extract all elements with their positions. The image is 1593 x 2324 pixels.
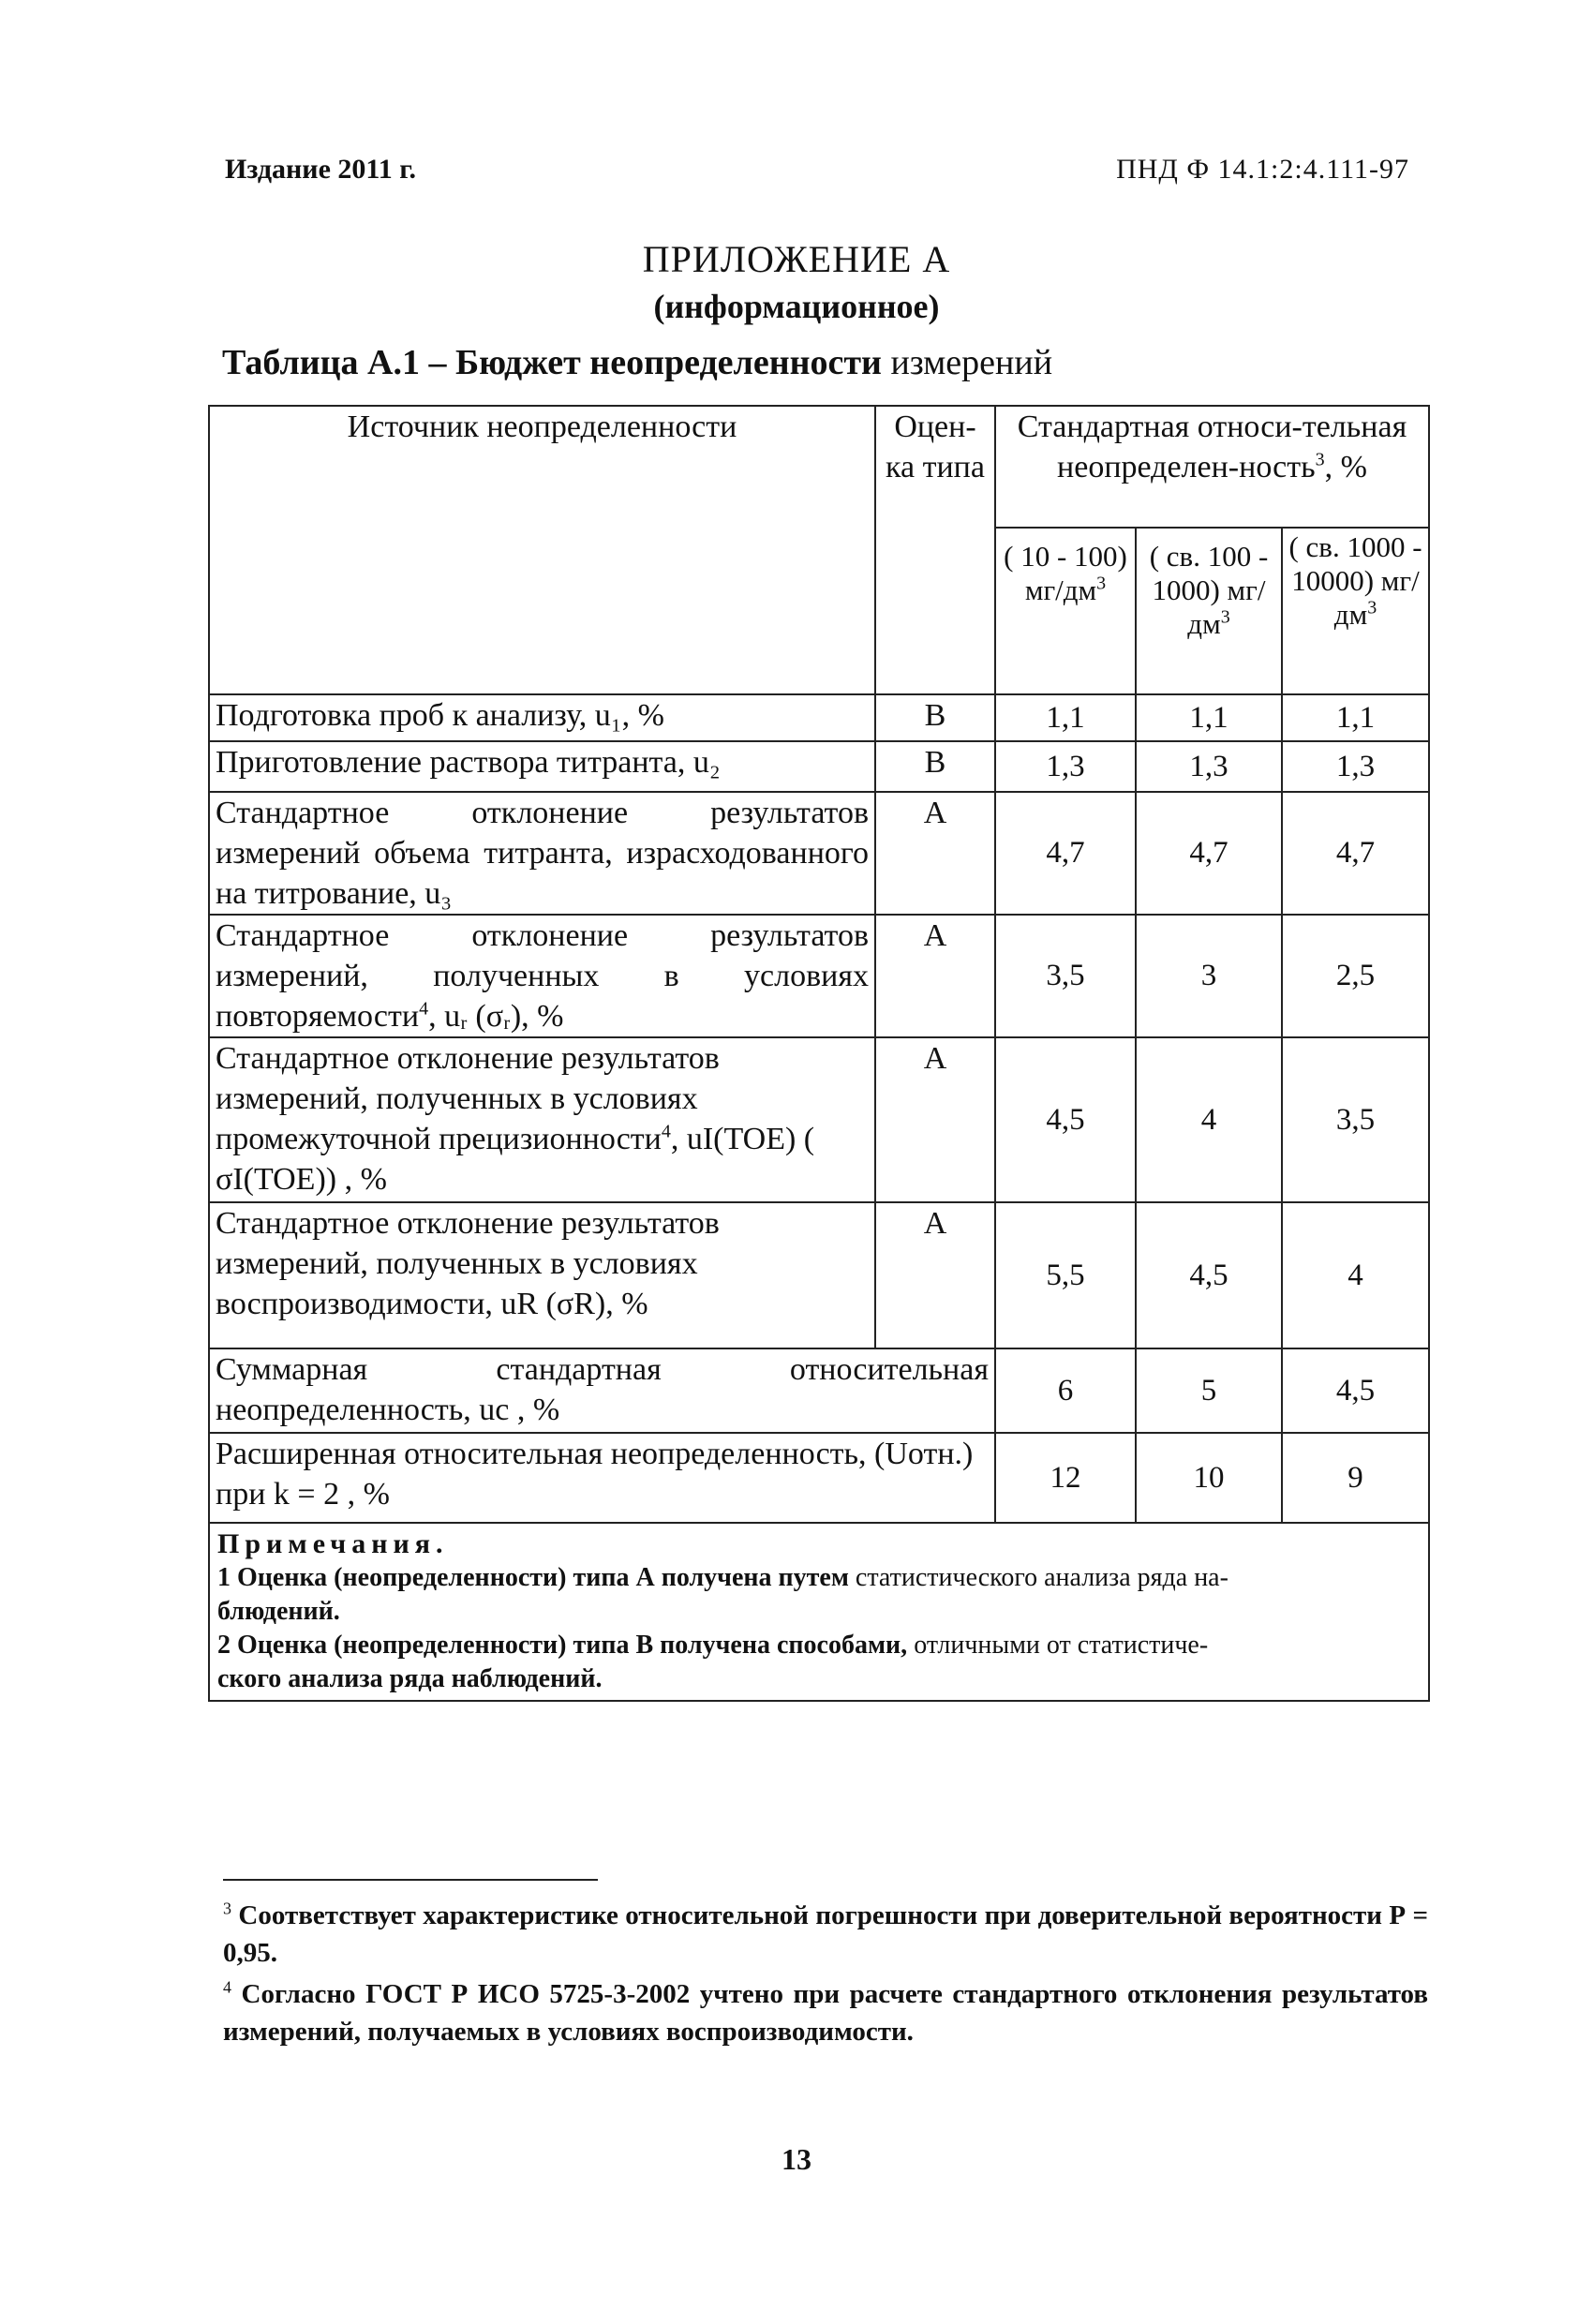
note-item xyxy=(217,1561,1421,1629)
row-source-sup: 4 xyxy=(419,998,429,1020)
header-std-rel-sup: 3 xyxy=(1315,449,1325,470)
table-row xyxy=(209,741,1429,792)
row-value-2: 4,7 xyxy=(1136,792,1282,915)
table-row xyxy=(209,1037,1429,1202)
row-source: Приготовление раствора титранта, u₂ xyxy=(209,741,875,792)
row-value-2: 1,1 xyxy=(1136,694,1282,741)
note-item-normal: отличными от статистиче- xyxy=(907,1631,1209,1660)
footnote-text: Согласно ГОСТ Р ИСО 5725-3-2002 учтено при расчете стандартного отклонения результатов измерений, получаемых в условиях воспроизводимости. xyxy=(223,1979,1428,2047)
summary-row xyxy=(209,1348,1429,1433)
footnotes xyxy=(223,1897,1428,2054)
note-item-bold-2: ского анализа ряда наблюдений. xyxy=(217,1664,603,1693)
header-range-1 xyxy=(995,528,1136,694)
summary-value-2: 10 xyxy=(1136,1433,1282,1523)
document-code: ПНД Ф 14.1:2:4.111-97 xyxy=(1116,154,1409,185)
note-item-bold: 2 Оценка (неопределенности) типа В получена способами, xyxy=(217,1631,908,1660)
footnote-mark: 4 xyxy=(223,1977,231,1997)
note-item-bold-2: блюдений. xyxy=(217,1597,340,1626)
row-value-3: 3,5 xyxy=(1282,1037,1429,1202)
row-value-3: 2,5 xyxy=(1282,915,1429,1037)
summary-value-3: 4,5 xyxy=(1282,1348,1429,1433)
row-value-1: 5,5 xyxy=(995,1202,1136,1348)
row-type: А xyxy=(875,1202,995,1348)
row-source: Подготовка проб к анализу, u₁, % xyxy=(209,694,875,741)
note-item-normal: статистического анализа ряда на- xyxy=(848,1563,1228,1592)
footnote-text: Соответствует характеристике относительной погрешности при доверительной вероятности Р = 0,95. xyxy=(223,1900,1428,1968)
table-caption-rest: измерений xyxy=(881,343,1053,382)
notes-cell xyxy=(209,1523,1429,1701)
summary-value-1: 6 xyxy=(995,1348,1136,1433)
footnote-divider xyxy=(223,1879,598,1881)
header-source: Источник неопределенности xyxy=(209,406,875,694)
header-range-3-text: ( св. 1000 - 10000) мг/дм xyxy=(1288,530,1422,631)
footnote-mark: 3 xyxy=(223,1899,231,1918)
summary-value-3: 9 xyxy=(1282,1433,1429,1523)
table-caption-bold: Таблица А.1 – Бюджет неопределенности xyxy=(222,343,882,382)
row-type: А xyxy=(875,792,995,915)
footnote xyxy=(223,1975,1428,2050)
table-row xyxy=(209,915,1429,1037)
table-row xyxy=(209,694,1429,741)
row-value-2: 1,3 xyxy=(1136,741,1282,792)
table-row xyxy=(209,792,1429,915)
page-number: 13 xyxy=(782,2142,811,2176)
note-item xyxy=(217,1629,1421,1696)
table-caption xyxy=(222,342,1052,383)
row-value-1: 3,5 xyxy=(995,915,1136,1037)
row-value-3: 4 xyxy=(1282,1202,1429,1348)
row-type: В xyxy=(875,694,995,741)
header-type-eval-text: Оцен-ка типа xyxy=(886,410,985,484)
header-type-eval xyxy=(875,406,995,694)
row-value-1: 4,5 xyxy=(995,1037,1136,1202)
summary-label: Суммарная стандартная относительная неопределенность, uc , % xyxy=(209,1348,995,1433)
header-range-3 xyxy=(1282,528,1429,694)
row-value-2: 4 xyxy=(1136,1037,1282,1202)
appendix-heading xyxy=(0,236,1593,330)
row-source-tail: , uᵣ (σᵣ), % xyxy=(428,999,564,1034)
appendix-subtitle: (информационное) xyxy=(653,288,940,325)
notes-row xyxy=(209,1523,1429,1701)
row-value-3: 4,7 xyxy=(1282,792,1429,915)
summary-value-1: 12 xyxy=(995,1433,1136,1523)
row-source-text: Стандартное отклонение результатов измерений, полученных в условиях повторяемости xyxy=(216,918,869,1034)
row-source: Стандартное отклонение результатов измерений объема титранта, израсходованного на титрование, u₃ xyxy=(209,792,875,915)
notes-heading: Примечания. xyxy=(217,1528,449,1559)
header-range-3-sup: 3 xyxy=(1367,597,1377,618)
row-type: А xyxy=(875,1037,995,1202)
header-std-rel xyxy=(995,406,1429,528)
row-type: В xyxy=(875,741,995,792)
row-value-2: 3 xyxy=(1136,915,1282,1037)
row-value-1: 4,7 xyxy=(995,792,1136,915)
edition-label: Издание 2011 г. xyxy=(225,154,416,185)
row-value-2: 4,5 xyxy=(1136,1202,1282,1348)
header-std-rel-text: Стандартная относи-тельная неопределен-ность xyxy=(1017,410,1407,484)
header-std-rel-unit: , % xyxy=(1324,450,1367,484)
header-range-1-text: ( 10 - 100) мг/дм xyxy=(1004,540,1127,606)
row-source xyxy=(209,1037,875,1202)
table-row xyxy=(209,1202,1429,1348)
row-source-tail: , uI(TOE) ( σI(TOE)) , % xyxy=(216,1122,815,1197)
header-range-2-sup: 3 xyxy=(1220,606,1230,628)
row-source xyxy=(209,915,875,1037)
footnote xyxy=(223,1897,1428,1972)
header-row-1 xyxy=(209,406,1429,528)
row-type: А xyxy=(875,915,995,1037)
row-value-3: 1,3 xyxy=(1282,741,1429,792)
row-source-sup: 4 xyxy=(661,1121,671,1142)
header-range-1-sup: 3 xyxy=(1096,573,1107,594)
summary-row xyxy=(209,1433,1429,1523)
summary-label: Расширенная относительная неопределенность, (Uотн.) при k = 2 , % xyxy=(209,1433,995,1523)
header-range-2-text: ( св. 100 - 1000) мг/дм xyxy=(1149,540,1269,640)
row-value-3: 1,1 xyxy=(1282,694,1429,741)
header-range-2 xyxy=(1136,528,1282,694)
row-value-1: 1,1 xyxy=(995,694,1136,741)
appendix-title: ПРИЛОЖЕНИЕ А xyxy=(642,238,951,280)
row-source-text: Стандартное отклонение результатов измерений, полученных в условиях промежуточной прецизионности xyxy=(216,1041,720,1156)
summary-value-2: 5 xyxy=(1136,1348,1282,1433)
note-item-bold: 1 Оценка (неопределенности) типа А получена путем xyxy=(217,1563,849,1592)
row-source: Стандартное отклонение результатов измерений, полученных в условиях воспроизводимости, uR (σR), % xyxy=(209,1202,875,1348)
row-value-1: 1,3 xyxy=(995,741,1136,792)
uncertainty-budget-table xyxy=(208,405,1430,1702)
